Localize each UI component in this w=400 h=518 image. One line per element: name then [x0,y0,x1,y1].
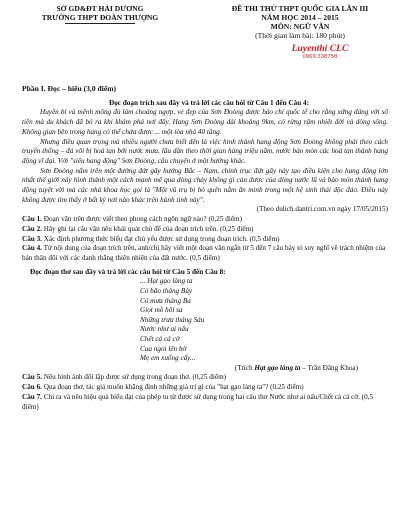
question-3-label: Câu 3. [22,234,42,243]
subject: MÔN: NGỮ VĂN [270,22,330,31]
question-5-label: Câu 5. [22,373,42,382]
poem-line: Chết cả cá cờ [140,334,180,343]
question-4-text: Từ nội dung của đoạn trích trên, anh/chị hãy viết một đoạn văn ngắn từ 5 đến 7 câu bày tỏ suy nghĩ về trách nhiệm của bản thân đối với các danh thắng thiên nhiên của đất nước. (0,5 điểm) [22,244,386,262]
passage1-paragraph-1: Huyền bí và mênh mông đủ làm choáng ngợp, vẻ đẹp của Sơn Đoòng được báo chí quốc tế cho rằng xứng đáng với sổ tiền mà du khách đã bỏ ra khi khám phá nơi đây. Hang Sơn Đoòng dài khoảng 9km, có rừng rậm nhiệt đới và dòng sông. Không gian bên trong hang có thể chứa được ... một tòa nhà 40 tầng. [22,108,388,136]
poem-line: Có bão tháng Bảy [140,286,193,295]
question-4 [22,244,388,263]
exam-time: (Thời gian làm bài: 180 phút) [255,31,345,40]
question-3 [22,235,388,245]
question-7-text: Chỉ ra và nêu hiệu quả biểu đạt của phép tu từ được sử dụng trong hai câu thơ Nước như ai nấu/Chết cả cá cờ. (0,5 điểm) [22,392,374,411]
department-name: SỞ GD&ĐT HẢI DƯƠNG [56,4,144,13]
question-2 [22,225,388,235]
watermark-brand: Luyenthi CLC [291,43,349,54]
poem-source-prefix: (Trích [234,363,255,372]
watermark-phone: 0969.338758 [302,54,338,60]
poem-source [22,364,388,374]
question-3-text: Xác định phương thức biểu đạt chủ yếu được sử dụng trong đoạn trích. (0,5 điểm) [41,234,280,243]
question-1-text: Đoạn văn trên được viết theo phong cách ngôn ngữ nào? (0,25 điểm) [41,215,242,224]
poem-line: Những trưa tháng Sáu [140,315,205,324]
school-year: NĂM HỌC 2014 – 2015 [261,13,339,22]
header-divider [65,23,135,24]
question-6 [22,383,388,393]
poem [22,277,388,363]
passage1-paragraph-3: Sơn Đoòng nằm trên một đường đứt gãy hướng Bắc – Nam, chính trục đứt gãy này tạo điều kiện cho hang động lớn nhất thế giới này hình thành một cách mạnh mẽ qua dòng chảy không gì cản được của dòng nước lũ và bào mòn thành hang động tuyệt vời mà các nhà khoa học gọi là "Một vũ trụ bị bỏ quên nằm ẩn mình trong một hệ sinh thái độc đáo. Điều này không được tìm thấy ở bất kỳ nơi nào khác trên hành tinh này". [22,166,388,204]
school-name: TRƯỜNG THPT ĐOÀN THƯỢNG [41,13,159,22]
passage1-source: (Theo dulich.dantri.com.vn ngày 17/05/2015) [256,205,388,214]
question-5 [22,373,388,383]
poem-line: Mẹ em xuống cấy... [140,354,196,363]
exam-title: ĐỀ THI THỬ THPT QUỐC GIA LẦN III [231,4,369,13]
poem-line: ... Hạt gạo làng ta [140,277,193,286]
question-6-text: Qua đoạn thơ, tác giả muốn khẳng định những giá trị gì của "hạt gạo làng ta"? (0,25 điểm) [41,383,304,392]
passage1-heading: Đọc đoạn trích sau đây và trả lời các câu hỏi từ Câu 1 đến Câu 4: [109,98,309,107]
question-7 [22,393,388,412]
question-5-text: Nêu hình ảnh đối lập được sử dụng trong đoạn thơ. (0,25 điểm) [41,373,227,382]
poem-source-title: Hạt gạo làng ta [254,363,301,372]
poem-line: Nước như ai nấu [140,325,189,334]
exam-header [200,4,400,40]
passage2-heading: Đọc đoạn thơ sau đây và trả lời các câu hỏi từ Câu 5 đến Câu 8: [30,267,226,276]
poem-line: Có mưa tháng Ba [140,296,191,305]
poem-line: Giọt mồ hôi sa [140,306,183,315]
poem-source-author: – Trần Đăng Khoa) [300,363,358,372]
question-1 [22,215,388,225]
section-title: Phần I. Đọc – hiểu (3,0 điểm) [22,84,117,93]
question-2-text: Hãy ghi lại câu văn nêu khái quát chủ đề của đoạn trích trên. (0,25 điểm) [41,224,254,233]
question-1-label: Câu 1. [22,215,42,224]
passage1-paragraph-2: Nhưng điều quan trọng mà nhiều người chưa biết đến là việc hình thành hang động Sơn Đoòng không phải theo cách truyền thống – đá vôi bị hoà tan bởi nước mưa, lâu dần theo thời gian hàng triệu năm, nước bào mòn các hoá tan thành hang động vĩ đại. Với "siêu hang động" Sơn Đoòng, câu chuyện ở một hướng khác. [22,137,388,165]
question-7-label: Câu 7. [22,392,42,401]
poem-line: Cua ngoi lên bờ [140,344,187,353]
school-header [0,4,200,24]
exam-body [22,84,388,412]
question-6-label: Câu 6. [22,383,42,392]
watermark-logo [265,44,375,61]
question-4-label: Câu 4. [22,244,42,253]
question-2-label: Câu 2. [22,224,42,233]
